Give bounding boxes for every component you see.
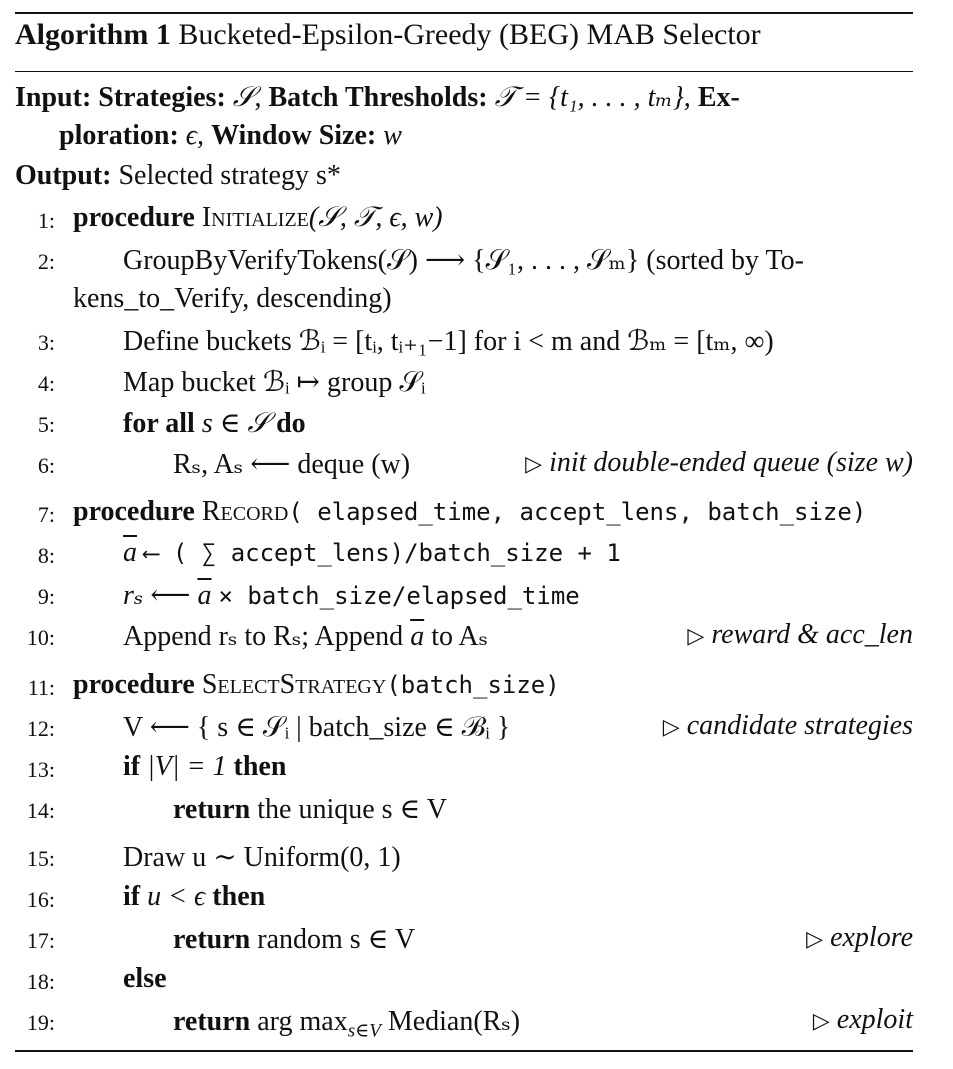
algo-line-4 — [15, 365, 913, 405]
top-rule — [15, 12, 913, 14]
line-number: 2: — [37, 249, 55, 274]
line-text-b: Median(Rₛ) — [387, 1006, 521, 1037]
line-text: arg max — [257, 1006, 348, 1037]
strategies-symbol: 𝒮 — [232, 80, 255, 113]
procedure-name: Initialize — [201, 202, 309, 233]
output-line — [15, 160, 341, 192]
line-number: 13: — [26, 757, 55, 782]
line-number: 4: — [37, 371, 55, 396]
line-text: Draw u ∼ Uniform(0, 1) — [123, 842, 401, 873]
keyword: else — [123, 963, 167, 994]
keyword: return — [173, 1006, 251, 1037]
line-number: 10: — [26, 625, 55, 650]
procedure-args: (𝒮, 𝒯, ϵ, w) — [308, 202, 443, 233]
line-number: 3: — [37, 330, 55, 355]
algo-line-9 — [15, 578, 913, 618]
input-label: Input: — [15, 82, 92, 113]
algo-line-6 — [15, 447, 913, 487]
caption-title: Bucketed-Epsilon-Greedy (BEG) MAB Selector — [178, 18, 761, 51]
line-text: V ⟵ { s ∈ 𝒮ᵢ | batch_size ∈ ℬᵢ } — [123, 712, 511, 743]
line-text: Map bucket ℬᵢ ↦ group 𝒮ᵢ — [123, 367, 426, 398]
comment-text: exploit — [836, 1004, 913, 1035]
line-number: 18: — [26, 969, 55, 994]
line-lhs: $\overline{a}$ — [123, 537, 137, 568]
line-text-cont: kens_to_Verify, descending) — [73, 283, 392, 314]
line-text: Define buckets ℬᵢ = [tᵢ, tᵢ₊₁−1] for i < m and ℬₘ = [tₘ, ∞) — [123, 326, 774, 357]
algo-line-18 — [15, 963, 913, 1003]
procedure-args: (batch_size) — [386, 671, 560, 699]
bottom-rule — [15, 1050, 913, 1052]
keyword: then — [212, 881, 266, 912]
comment-triangle-icon: ▷ — [812, 1008, 830, 1033]
keyword: do — [276, 408, 306, 439]
keyword: return — [173, 924, 251, 955]
algo-line-11 — [15, 669, 913, 709]
algo-line-13 — [15, 751, 913, 791]
algorithm-caption — [15, 18, 761, 52]
line-lhs: rₛ ⟵ — [123, 580, 191, 611]
line-text: random s ∈ V — [257, 924, 416, 955]
output-label: Output: — [15, 160, 112, 191]
algo-line-12 — [15, 710, 913, 750]
line-comment — [687, 619, 913, 651]
keyword: procedure — [73, 202, 195, 233]
line-text-b: to Aₛ — [431, 621, 489, 652]
line-number: 8: — [37, 543, 55, 568]
line-number: 6: — [37, 453, 55, 478]
comment-text: reward & acc_len — [711, 619, 913, 650]
exploration-label-b: ploration: — [59, 120, 179, 151]
algo-line-8 — [15, 537, 913, 577]
comment-text: candidate strategies — [686, 710, 913, 741]
keyword: for all — [123, 408, 195, 439]
algo-line-16 — [15, 881, 913, 921]
line-number: 11: — [27, 675, 55, 700]
algo-line-5 — [15, 406, 913, 446]
algo-line-10 — [15, 619, 913, 659]
procedure-name: SelectStrategy — [201, 669, 387, 700]
line-number: 7: — [37, 502, 55, 527]
line-text: Rₛ, Aₛ ⟵ deque (w) — [173, 449, 411, 480]
thresholds-label: Batch Thresholds: — [268, 82, 488, 113]
exploration-symbol: ϵ, — [185, 120, 205, 151]
line-bar-symbol: $\overline{a}$ — [197, 580, 212, 611]
line-number: 5: — [37, 412, 55, 437]
line-number: 12: — [26, 716, 55, 741]
line-number: 16: — [26, 887, 55, 912]
line-comment — [663, 710, 913, 742]
algo-line-3 — [15, 324, 913, 364]
thresholds-expr: 𝒯 = {t₁, . . . , tₘ}, — [494, 82, 691, 113]
algo-line-19 — [15, 1004, 913, 1044]
line-text: Append rₛ to Rₛ; Append — [123, 621, 404, 652]
input-line-cont — [59, 120, 402, 152]
line-expr: s ∈ 𝒮 — [201, 408, 270, 439]
procedure-name: Record — [201, 496, 289, 527]
line-comment — [525, 447, 913, 479]
keyword: if — [123, 751, 141, 782]
line-number: 14: — [26, 798, 55, 823]
exploration-label-a: Ex- — [697, 82, 740, 113]
keyword: procedure — [73, 496, 195, 527]
line-number: 19: — [26, 1010, 55, 1035]
strategies-label: Strategies: — [98, 82, 226, 113]
keyword: procedure — [73, 669, 195, 700]
algo-line-15 — [15, 840, 913, 880]
line-text: ⟵ ( ∑ accept_lens)/batch_size + 1 — [144, 539, 621, 567]
line-expr: |V| = 1 — [147, 751, 227, 782]
line-comment — [806, 922, 913, 954]
window-label: Window Size: — [211, 120, 377, 151]
caption-rule — [15, 71, 913, 72]
algo-line-7 — [15, 496, 913, 536]
line-number: 9: — [37, 584, 55, 609]
algo-line-2-cont — [15, 283, 913, 323]
comment-text: explore — [830, 922, 913, 953]
comment-triangle-icon: ▷ — [662, 714, 680, 739]
algo-line-14 — [15, 792, 913, 832]
caption-label: Algorithm 1 — [15, 18, 171, 51]
line-text: the unique s ∈ V — [257, 794, 448, 825]
keyword: return — [173, 794, 251, 825]
comment-triangle-icon: ▷ — [525, 451, 543, 476]
window-symbol: w — [383, 120, 402, 151]
procedure-args: ( elapsed_time, accept_lens, batch_size) — [288, 498, 867, 526]
keyword: then — [233, 751, 287, 782]
line-subscript: s∈V — [347, 1020, 381, 1042]
algo-line-1 — [15, 202, 913, 242]
line-text: × batch_size/elapsed_time — [218, 582, 580, 610]
line-number: 17: — [26, 928, 55, 953]
line-bar-symbol: $\overline{a}$ — [410, 621, 425, 652]
line-comment — [813, 1004, 913, 1036]
keyword: if — [123, 881, 141, 912]
output-text: Selected strategy s* — [118, 160, 341, 191]
line-expr: u < ϵ — [147, 881, 206, 912]
line-number: 15: — [26, 846, 55, 871]
comment-triangle-icon: ▷ — [806, 926, 824, 951]
comment-text: init double-ended queue (size w) — [549, 447, 913, 478]
input-line: Input: Strategies: 𝒮, Batch Thresholds: 𝒯 = {t₁, . . . , tₘ}, Ex- — [15, 80, 740, 113]
algo-line-2 — [15, 243, 913, 283]
line-number: 1: — [37, 208, 55, 233]
line-text: GroupByVerifyTokens(𝒮) ⟶ {𝒮₁, . . . , 𝒮ₘ} (sorted by To- — [123, 245, 805, 276]
comment-triangle-icon: ▷ — [687, 623, 705, 648]
algo-line-17 — [15, 922, 913, 962]
